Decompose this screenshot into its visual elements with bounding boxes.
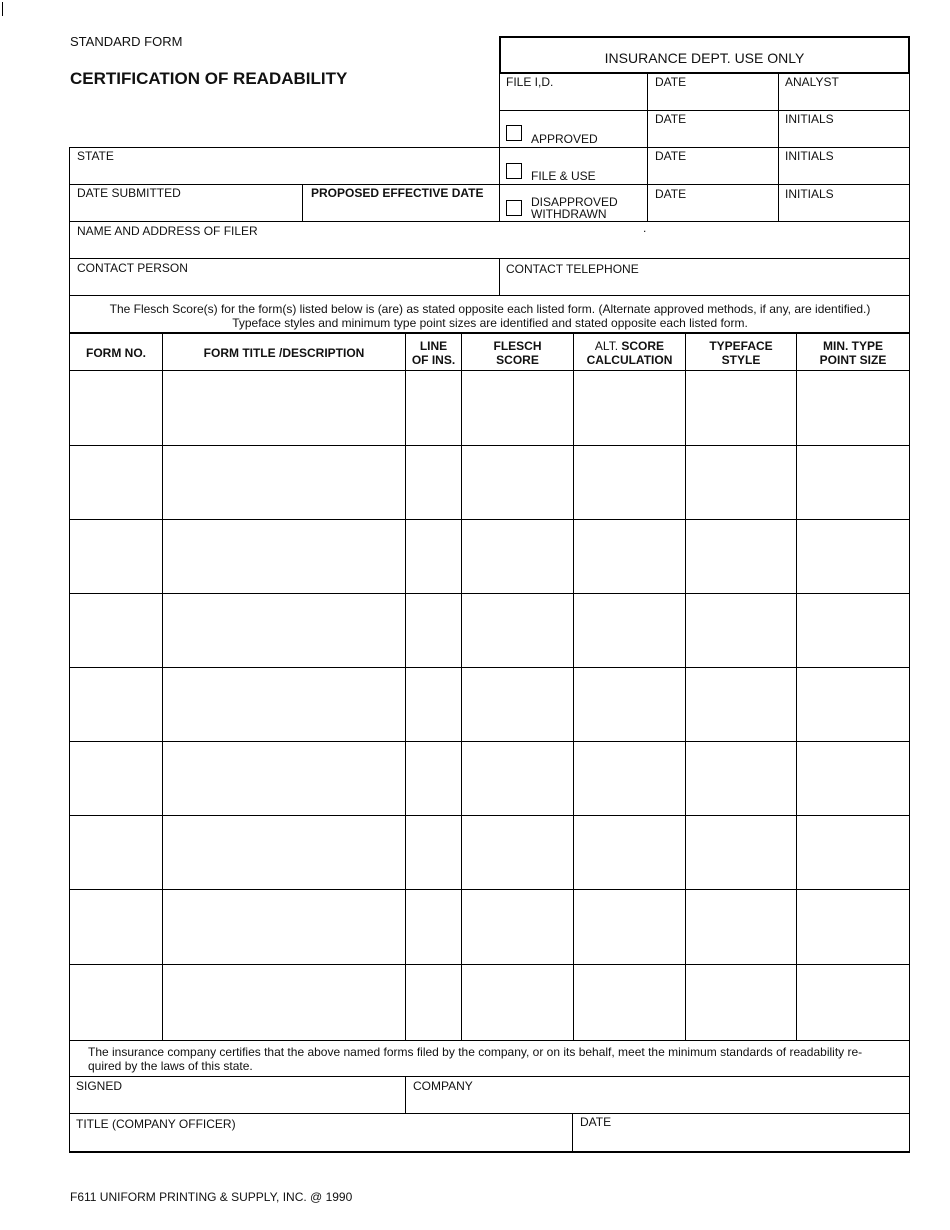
col-min-type [797, 339, 909, 367]
table-row [69, 741, 910, 742]
insurance-dept-title-box [499, 36, 910, 74]
table-row [69, 964, 910, 965]
file-use-label: FILE & USE [531, 169, 596, 183]
margin-mark [2, 2, 3, 16]
initials-label: INITIALS [785, 187, 834, 201]
disapproved-checkbox[interactable] [506, 200, 522, 216]
dot-mark: . [643, 221, 647, 235]
col-min-1: MIN. TYPE [822, 339, 883, 353]
date-label: DATE [655, 149, 687, 163]
col-typeface-2: STYLE [721, 353, 761, 367]
contact-telephone-field[interactable]: CONTACT TELEPHONE [506, 262, 639, 276]
col-alt-a: ALT. [594, 339, 619, 353]
name-address-field[interactable]: NAME AND ADDRESS OF FILER [77, 224, 258, 238]
page-title: CERTIFICATION OF READABILITY [70, 69, 348, 88]
withdrawn-label: WITHDRAWN [531, 207, 607, 221]
file-use-checkbox[interactable] [506, 163, 522, 179]
col-flesch-2: SCORE [496, 353, 539, 367]
col-alt-2: CALCULATION [586, 353, 673, 367]
analyst-label: ANALYST [785, 75, 839, 89]
col-typeface-1: TYPEFACE [709, 339, 773, 353]
instructions-line-2: Typeface styles and minimum type point sizes are identified and stated opposite each listed form. [232, 316, 748, 330]
col-flesch-score [462, 339, 573, 367]
table-row [69, 815, 910, 816]
insurance-dept-title: INSURANCE DEPT. USE ONLY [604, 50, 805, 66]
col-line-of-ins [406, 339, 461, 367]
table-row [69, 593, 910, 594]
table-row [69, 445, 910, 446]
date-label: DATE [655, 75, 687, 89]
standard-form-label: STANDARD FORM [70, 34, 183, 49]
initials-label: INITIALS [785, 112, 834, 126]
col-min-2: POINT SIZE [819, 353, 887, 367]
table-row [69, 889, 910, 890]
company-field[interactable]: COMPANY [413, 1079, 473, 1093]
footer-text: F611 UNIFORM PRINTING & SUPPLY, INC. @ 1990 [70, 1190, 353, 1204]
table-row [69, 519, 910, 520]
signed-field[interactable]: SIGNED [76, 1079, 123, 1093]
file-id-label: FILE I,D. [506, 75, 554, 89]
approved-checkbox[interactable] [506, 125, 522, 141]
approved-label: APPROVED [531, 132, 598, 146]
col-form-no: FORM NO. [86, 346, 146, 360]
certification-line-1: The insurance company certifies that the above named forms filed by the company, or on its behalf, meet the minimum standards of readability re- [88, 1045, 863, 1059]
table-row [69, 667, 910, 668]
col-flesch-1: FLESCH [493, 339, 542, 353]
col-line-1: LINE [419, 339, 448, 353]
col-alt-b: SCORE [621, 339, 665, 353]
date-label: DATE [655, 187, 687, 201]
instructions-line-1: The Flesch Score(s) for the form(s) listed below is (are) as stated opposite each listed form. (Alternate approved methods, if any, are identified.) [109, 302, 871, 316]
proposed-effective-date-field[interactable]: PROPOSED EFFECTIVE DATE [311, 186, 484, 200]
state-field[interactable]: STATE [77, 149, 114, 163]
initials-label: INITIALS [785, 149, 834, 163]
contact-person-field[interactable]: CONTACT PERSON [77, 261, 188, 275]
date-label: DATE [655, 112, 687, 126]
col-form-title: FORM TITLE /DESCRIPTION [203, 346, 365, 360]
col-typeface-style [686, 339, 796, 367]
date-submitted-field[interactable]: DATE SUBMITTED [77, 186, 181, 200]
certification-line-2: quired by the laws of this state. [88, 1059, 253, 1073]
disapproved-label: DISAPPROVED [531, 195, 618, 209]
officer-title-field[interactable]: TITLE (COMPANY OFFICER) [76, 1117, 236, 1131]
signature-date-field[interactable]: DATE [580, 1115, 612, 1129]
table-row [69, 1040, 910, 1041]
col-line-2: OF INS. [411, 353, 456, 367]
col-alt-score [574, 339, 685, 367]
